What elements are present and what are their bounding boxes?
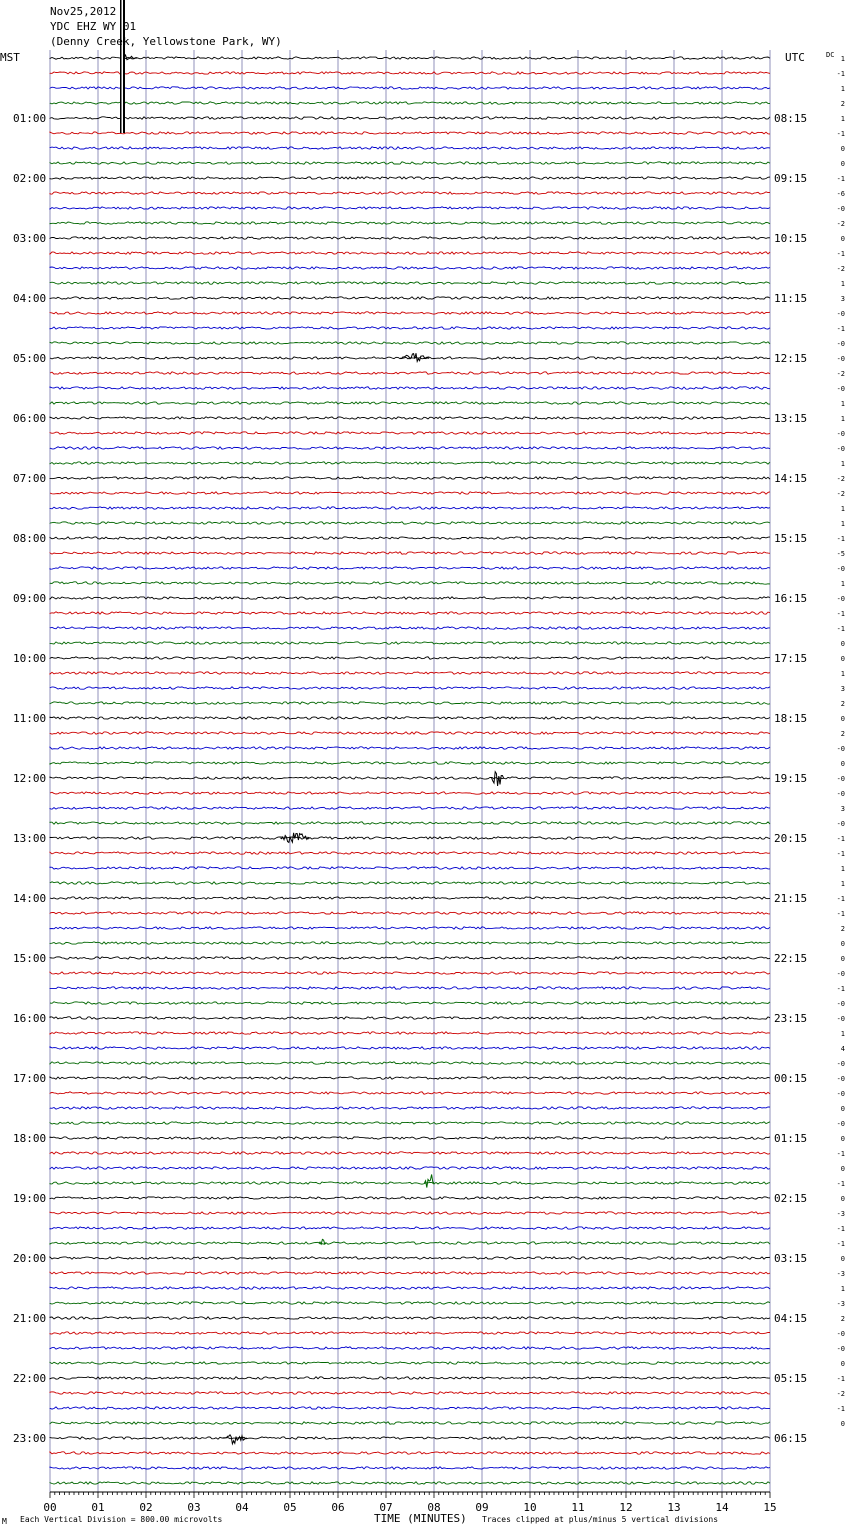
x-tick-label: 10 (523, 1501, 537, 1514)
dc-offset-label: -3 (836, 1300, 845, 1308)
left-time-label: 18:00 (13, 1132, 47, 1145)
left-time-label: 01:00 (13, 112, 47, 125)
dc-offset-label: 1 (840, 415, 845, 423)
dc-offset-label: 0 (840, 1255, 845, 1263)
right-timezone-label: UTC (785, 51, 805, 64)
dc-offset-label: -1 (836, 1150, 845, 1158)
dc-offset-label: 2 (840, 1315, 845, 1323)
right-time-label: 06:15 (774, 1432, 808, 1445)
right-time-label: 23:15 (774, 1012, 808, 1025)
dc-offset-label: -1 (836, 1225, 845, 1233)
dc-offset-label: 0 (840, 715, 845, 723)
left-timezone-label: MST (0, 51, 20, 64)
dc-offset-label: 1 (840, 400, 845, 408)
dc-offset-label: 4 (840, 1045, 845, 1053)
header-location: (Denny Creek, Yellowstone Park, WY) (50, 35, 282, 48)
dc-offset-label: 0 (840, 1420, 845, 1428)
dc-offset-label: -1 (836, 130, 845, 138)
dc-offset-label: 0 (840, 655, 845, 663)
dc-offset-label: 3 (840, 295, 845, 303)
dc-offset-label: 3 (840, 685, 845, 693)
dc-offset-label: -0 (836, 790, 845, 798)
right-time-label: 18:15 (774, 712, 808, 725)
dc-offset-label: -1 (836, 1405, 845, 1413)
left-time-label: 05:00 (13, 352, 47, 365)
dc-offset-label: 0 (840, 160, 845, 168)
x-tick-label: 08 (427, 1501, 441, 1514)
dc-offset-label: 0 (840, 940, 845, 948)
dc-offset-label: 1 (840, 865, 845, 873)
dc-offset-label: -2 (836, 265, 845, 273)
x-tick-label: 07 (379, 1501, 393, 1514)
dc-offset-label: 3 (840, 805, 845, 813)
dc-offset-label: 0 (840, 1135, 845, 1143)
x-tick-label: 15 (763, 1501, 777, 1514)
dc-offset-label: -1 (836, 895, 845, 903)
dc-offset-label: -1 (836, 610, 845, 618)
right-time-label: 13:15 (774, 412, 808, 425)
right-time-label: 16:15 (774, 592, 808, 605)
left-time-label: 23:00 (13, 1432, 47, 1445)
dc-offset-label: 2 (840, 700, 845, 708)
right-time-label: 14:15 (774, 472, 808, 485)
right-time-label: 20:15 (774, 832, 808, 845)
x-axis-title: TIME (MINUTES) (374, 1512, 467, 1525)
left-time-label: 08:00 (13, 532, 47, 545)
x-tick-label: 12 (619, 1501, 633, 1514)
left-time-label: 19:00 (13, 1192, 47, 1205)
x-tick-label: 14 (715, 1501, 729, 1514)
right-time-label: 01:15 (774, 1132, 808, 1145)
x-tick-label: 09 (475, 1501, 489, 1514)
x-tick-label: 13 (667, 1501, 681, 1514)
dc-offset-label: 1 (840, 880, 845, 888)
right-time-label: 12:15 (774, 352, 808, 365)
left-time-label: 02:00 (13, 172, 47, 185)
scale-note: Each Vertical Division = 800.00 microvolts (20, 1515, 223, 1524)
dc-offset-label: 1 (840, 1285, 845, 1293)
dc-offset-label: 1 (840, 280, 845, 288)
left-time-label: 04:00 (13, 292, 47, 305)
dc-offset-label: 1 (840, 580, 845, 588)
left-time-label: 22:00 (13, 1372, 47, 1385)
x-tick-label: 11 (571, 1501, 585, 1514)
right-time-label: 03:15 (774, 1252, 808, 1265)
left-time-label: 13:00 (13, 832, 47, 845)
dc-offset-label: 0 (840, 1360, 845, 1368)
left-time-label: 16:00 (13, 1012, 47, 1025)
dc-offset-label: -0 (836, 355, 845, 363)
dc-offset-label: -0 (836, 595, 845, 603)
left-time-label: 17:00 (13, 1072, 47, 1085)
header-date: Nov25,2012 (50, 5, 117, 18)
dc-offset-label: -1 (836, 325, 845, 333)
dc-offset-label: -1 (836, 175, 845, 183)
dc-offset-label: -0 (836, 1075, 845, 1083)
dc-offset-label: -0 (836, 970, 845, 978)
dc-offset-label: -0 (836, 385, 845, 393)
dc-offset-label: -0 (836, 310, 845, 318)
clip-note: Traces clipped at plus/minus 5 vertical divisions (482, 1515, 719, 1524)
dc-offset-label: -1 (836, 910, 845, 918)
dc-offset-label: 1 (840, 85, 845, 93)
dc-offset-label: -0 (836, 340, 845, 348)
dc-offset-label: -1 (836, 1240, 845, 1248)
dc-offset-label: -2 (836, 220, 845, 228)
x-tick-label: 01 (91, 1501, 105, 1514)
right-time-label: 17:15 (774, 652, 808, 665)
x-tick-label: 02 (139, 1501, 153, 1514)
right-time-label: 02:15 (774, 1192, 808, 1205)
dc-offset-label: -0 (836, 1120, 845, 1128)
left-time-label: 14:00 (13, 892, 47, 905)
dc-offset-label: 1 (840, 520, 845, 528)
dc-offset-label: -0 (836, 745, 845, 753)
dc-offset-label: 1 (840, 55, 845, 63)
dc-offset-label: -0 (836, 1345, 845, 1353)
left-time-label: 11:00 (13, 712, 47, 725)
x-tick-label: 00 (43, 1501, 57, 1514)
dc-offset-label: 1 (840, 505, 845, 513)
dc-offset-label: -1 (836, 835, 845, 843)
dc-offset-label: -0 (836, 1000, 845, 1008)
left-time-label: 09:00 (13, 592, 47, 605)
x-tick-label: 04 (235, 1501, 249, 1514)
dc-offset-label: -1 (836, 850, 845, 858)
right-time-label: 15:15 (774, 532, 808, 545)
dc-offset-label: 1 (840, 1030, 845, 1038)
dc-offset-label: -0 (836, 565, 845, 573)
dc-offset-label: -1 (836, 70, 845, 78)
dc-offset-label: 0 (840, 145, 845, 153)
x-tick-label: 03 (187, 1501, 201, 1514)
dc-offset-label: 1 (840, 670, 845, 678)
left-time-label: 03:00 (13, 232, 47, 245)
dc-offset-label: -2 (836, 1390, 845, 1398)
left-time-label: 06:00 (13, 412, 47, 425)
right-time-label: 00:15 (774, 1072, 808, 1085)
dc-offset-label: -0 (836, 445, 845, 453)
dc-offset-label: -1 (836, 985, 845, 993)
dc-offset-label: -0 (836, 1330, 845, 1338)
dc-offset-label: -1 (836, 250, 845, 258)
right-time-label: 22:15 (774, 952, 808, 965)
dc-offset-label: 0 (840, 235, 845, 243)
right-time-label: 21:15 (774, 892, 808, 905)
left-time-label: 10:00 (13, 652, 47, 665)
right-time-label: 09:15 (774, 172, 808, 185)
dc-offset-label: 1 (840, 115, 845, 123)
dc-offset-label: -1 (836, 625, 845, 633)
dc-offset-label: 0 (840, 1105, 845, 1113)
right-time-label: 19:15 (774, 772, 808, 785)
header-station: YDC EHZ WY 01 (50, 20, 137, 33)
dc-offset-label: -5 (836, 550, 845, 558)
dc-offset-label: -3 (836, 1270, 845, 1278)
dc-offset-label: -0 (836, 430, 845, 438)
right-time-label: 08:15 (774, 112, 808, 125)
dc-offset-label: -0 (836, 1015, 845, 1023)
dc-offset-label: -1 (836, 1375, 845, 1383)
left-time-label: 21:00 (13, 1312, 47, 1325)
left-time-label: 15:00 (13, 952, 47, 965)
dc-offset-label: -0 (836, 205, 845, 213)
left-time-label: 12:00 (13, 772, 47, 785)
dc-offset-label: 2 (840, 925, 845, 933)
dc-offset-label: -0 (836, 1060, 845, 1068)
dc-offset-label: -2 (836, 490, 845, 498)
dc-offset-label: 2 (840, 100, 845, 108)
dc-offset-label: 0 (840, 760, 845, 768)
dc-offset-label: 0 (840, 1165, 845, 1173)
left-time-label: 07:00 (13, 472, 47, 485)
dc-offset-label: 2 (840, 730, 845, 738)
dc-offset-label: -1 (836, 535, 845, 543)
dc-offset-label: -2 (836, 370, 845, 378)
left-time-label: 20:00 (13, 1252, 47, 1265)
dc-offset-label: 0 (840, 1195, 845, 1203)
dc-offset-label: 0 (840, 640, 845, 648)
right-time-label: 11:15 (774, 292, 808, 305)
dc-offset-label: -1 (836, 1180, 845, 1188)
dc-offset-label: -2 (836, 475, 845, 483)
right-time-label: 05:15 (774, 1372, 808, 1385)
dc-offset-header: DC (826, 51, 835, 59)
x-tick-label: 05 (283, 1501, 297, 1514)
dc-offset-label: -0 (836, 820, 845, 828)
dc-offset-label: -3 (836, 1210, 845, 1218)
dc-offset-label: 1 (840, 460, 845, 468)
x-tick-label: 06 (331, 1501, 345, 1514)
corner-mark: M (2, 1517, 7, 1526)
dc-offset-label: -0 (836, 1090, 845, 1098)
dc-offset-label: 0 (840, 955, 845, 963)
dc-offset-label: -0 (836, 775, 845, 783)
dc-offset-label: -6 (836, 190, 845, 198)
right-time-label: 04:15 (774, 1312, 808, 1325)
right-time-label: 10:15 (774, 232, 808, 245)
